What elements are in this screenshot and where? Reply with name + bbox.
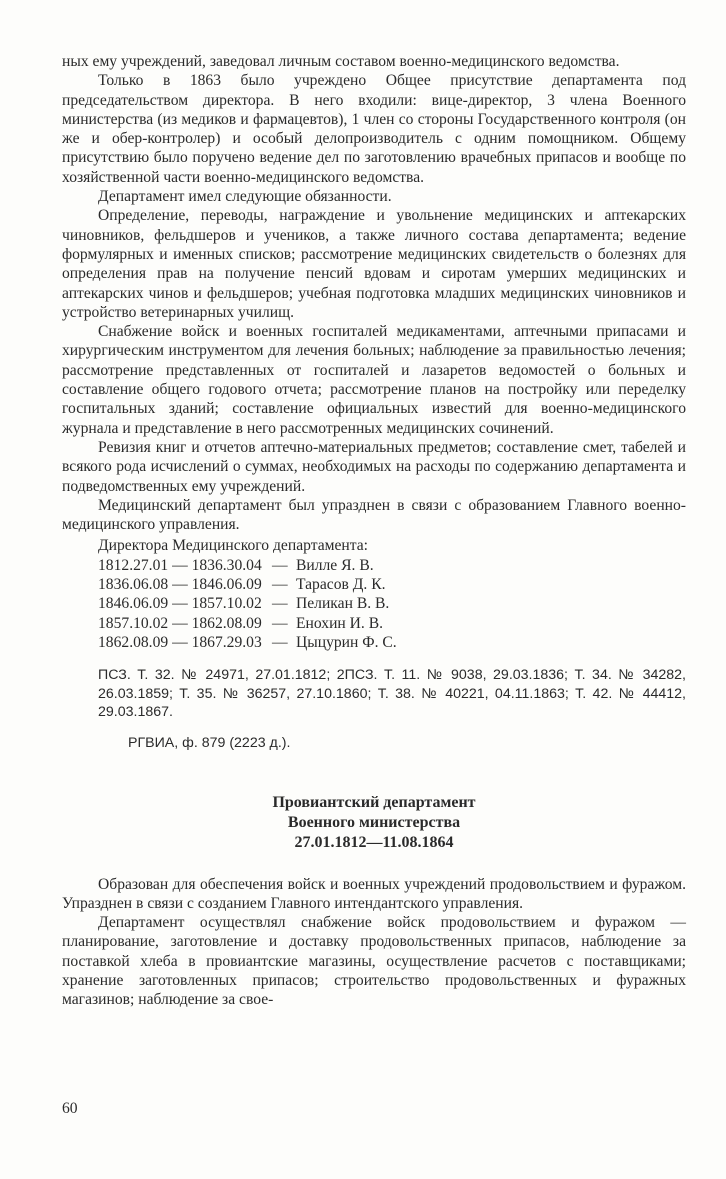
director-row [98,633,686,652]
director-dash: — [272,633,288,651]
director-dash: — [272,576,288,594]
director-dash: — [272,595,288,613]
director-name: Цыцурин Ф. С. [296,633,397,651]
paragraph-general-presence: Только в 1863 было учреждено Общее присутствие департамента под председательством директора. В него входили: вице-директор, 3 члена Военного министерства (из медиков и фармацевтов), 1 член со стороны Государственного контроля (он же и обер-контролер) и особый делопроизводитель с одним помощником. Общему присутствию было поручено ведение дел по заготовлению врачебных припасов и вообще по хозяйственной части военно-медицинского ведомства. [62,72,686,186]
section-heading [62,793,686,853]
director-dates: 1862.08.09 — 1867.29.03 [98,633,262,651]
paragraph-duties-intro: Департамент имел следующие обязанности. [98,188,392,206]
director-row [98,575,686,594]
paragraph-duties-personnel: Определение, переводы, награждение и увольнение медицинских и аптекарских чиновников, фельдшеров и учеников, а также личного состава департамента; ведение формулярных и именных списков; рассмотрение медицинских свидетельств о болезнях для определения прав на получение пенсий вдовам и сиротам умерших медицинских и аптекарских чинов и фельдшеров; учебная подготовка младших медицинских чиновников и устройство ветеринарных училищ. [62,207,686,321]
director-name: Пеликан В. В. [296,595,390,613]
director-dates: 1836.06.08 — 1846.06.09 [98,576,262,594]
section-paragraph-formation: Образован для обеспечения войск и военных учреждений продовольствием и фуражом. Упразднен в связи с созданием Главного интендантского управления. [62,875,686,912]
legal-references: ПСЗ. Т. 32. № 24971, 27.01.1812; 2ПСЗ. Т. 11. № 9038, 29.03.1836; Т. 34. № 34282, 26.03.1859; Т. 35. № 36257, 27.10.1860; Т. 38. № 40221, 04.11.1863; Т. 42. № 44412, 29.03.1867. [98,667,686,721]
section-title-line1: Провиантский департамент [272,793,476,811]
director-dates: 1812.27.01 — 1836.30.04 [98,556,262,574]
director-row [98,614,686,633]
page-number: 60 [62,1100,78,1117]
directors-list [98,536,686,652]
archive-reference: РГВИА, ф. 879 (2223 д.). [128,734,291,751]
director-row [98,556,686,575]
paragraph-duties-supply: Снабжение войск и военных госпиталей медикаментами, аптечными припасами и хирургическим инструментом для лечения больных; наблюдение за правильностью лечения; рассмотрение представленных от госпиталей и лазаретов ведомостей о больных и составление общего годового отчета; рассмотрение планов на постройку или переделку госпитальных зданий; составление официальных известий для военно-медицинского журнала и представление в него рассмотренных медицинских сочинений. [62,323,686,437]
section-dates: 27.01.1812—11.08.1864 [294,833,454,851]
director-dash: — [272,614,288,632]
director-name: Тарасов Д. К. [296,576,386,594]
director-dates: 1846.06.09 — 1857.10.02 [98,595,262,613]
paragraph-abolition: Медицинский департамент был упразднен в связи с образованием Главного военно-медицинского управления. [62,496,686,534]
director-row [98,594,686,613]
director-name: Енохин И. В. [296,614,384,632]
directors-title: Директора Медицинского департамента: [98,537,369,555]
section-paragraph-functions: Департамент осуществлял снабжение войск продовольствием и фуражом — планирование, заготовление и доставку продовольственных припасов, наблюдение за поставкой хлеба в провиантские магазины, осуществление расчетов с поставщиками; хранение заготовленных припасов; строительство продовольственных и фуражных магазинов; наблюдение за свое- [62,914,686,1009]
paragraph-continuation: ных ему учреждений, заведовал личным составом военно-медицинского ведомства. [62,53,620,70]
director-dash: — [272,556,288,574]
director-name: Вилле Я. В. [296,556,374,574]
paragraph-duties-audit: Ревизия книг и отчетов аптечно-материальных предметов; составление смет, табелей и всякого рода исчислений о суммах, необходимых на расходы по содержанию департамента и подведомственных ему учреждений. [62,438,686,495]
page-content [62,52,686,1010]
director-dates: 1857.10.02 — 1862.08.09 [98,614,262,632]
section-title-line2: Военного министерства [287,813,461,831]
